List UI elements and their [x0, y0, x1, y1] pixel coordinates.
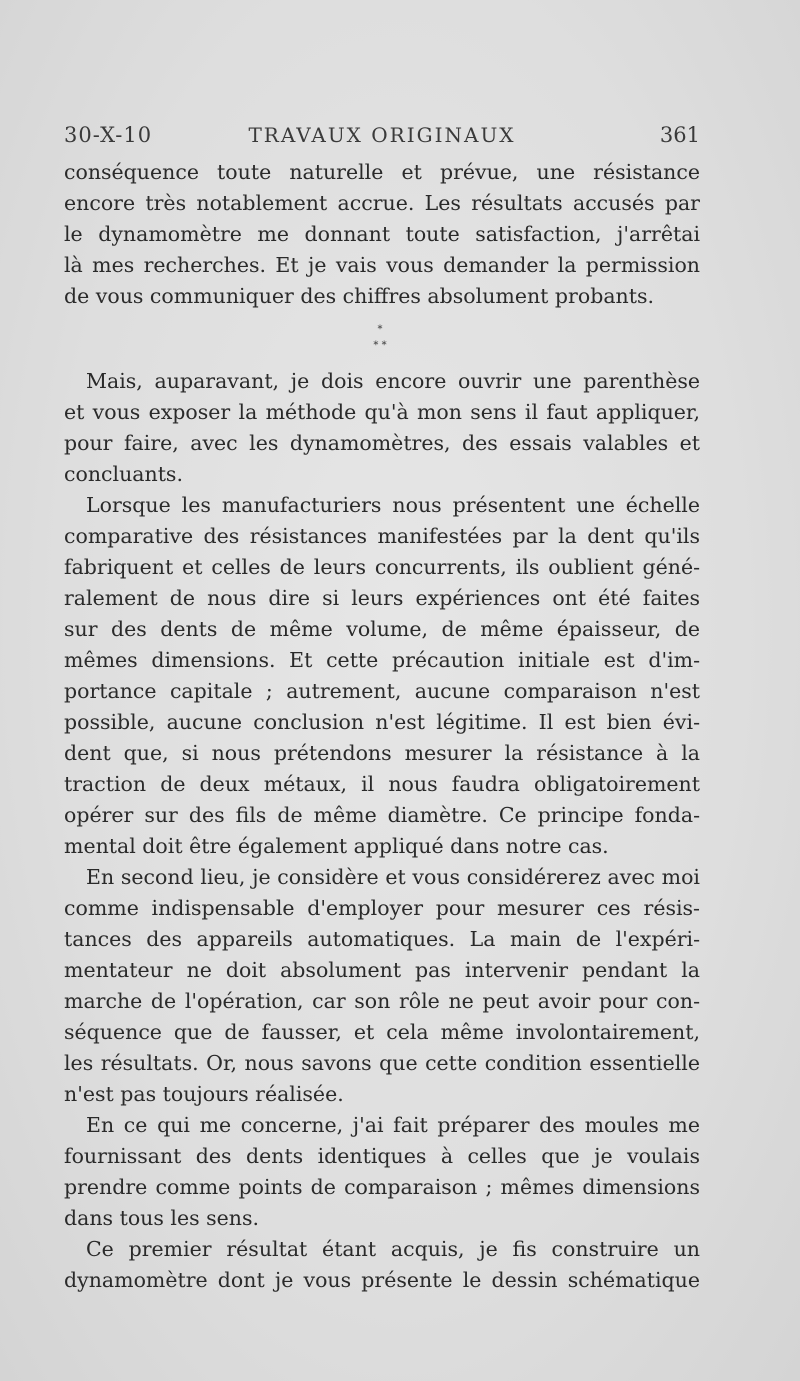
text-line: séquence que de fausser, et cela même involontairement, — [64, 1020, 700, 1044]
text-line: dent que, si nous prétendons mesurer la résistance à la — [64, 741, 700, 765]
text-line: comme indispensable d'employer pour mesurer ces résis- — [64, 896, 700, 920]
text-line: portance capitale ; autrement, aucune comparaison n'est — [64, 679, 700, 703]
text-line: encore très notablement accrue. Les résultats accusés par — [64, 191, 700, 215]
text-line: En second lieu, je considère et vous considérerez avec moi — [86, 865, 700, 889]
separator-star-top: * — [377, 324, 383, 335]
text-line: Lorsque les manufacturiers nous présentent une échelle — [86, 493, 700, 517]
text-line: et vous exposer la méthode qu'à mon sens il faut appliquer, — [64, 400, 700, 424]
text-line: concluants. — [64, 462, 183, 486]
text-line: pour faire, avec les dynamomètres, des essais valables et — [64, 431, 700, 455]
running-header — [64, 123, 700, 153]
text-line: dans tous les sens. — [64, 1206, 260, 1230]
separator-stars-bottom: * * — [373, 340, 387, 351]
text-line: là mes recherches. Et je vais vous demander la permission — [64, 253, 700, 277]
text-line: En ce qui me concerne, j'ai fait préparer des moules me — [86, 1113, 700, 1137]
text-line: ralement de nous dire si leurs expériences ont été faites — [64, 586, 700, 610]
text-line: prendre comme points de comparaison ; mêmes dimensions — [64, 1175, 700, 1199]
text-line: fournissant des dents identiques à celles que je voulais — [64, 1144, 700, 1168]
text-line: possible, aucune conclusion n'est légitime. Il est bien évi- — [64, 710, 700, 734]
text-line: mêmes dimensions. Et cette précaution initiale est d'im- — [64, 648, 700, 672]
text-line: le dynamomètre me donnant toute satisfaction, j'arrêtai — [64, 222, 700, 246]
text-line: conséquence toute naturelle et prévue, une résistance — [64, 160, 700, 184]
text-line: n'est pas toujours réalisée. — [64, 1082, 344, 1106]
text-line: opérer sur des fils de même diamètre. Ce principe fonda- — [64, 803, 700, 827]
text-line: dynamomètre dont je vous présente le dessin schématique — [64, 1268, 700, 1292]
page-number: 361 — [659, 123, 700, 147]
text-line: traction de deux métaux, il nous faudra obligatoirement — [64, 772, 700, 796]
text-line: marche de l'opération, car son rôle ne peut avoir pour con- — [64, 989, 700, 1013]
header-date: 30-X-10 — [64, 123, 153, 147]
text-line: fabriquent et celles de leurs concurrents, ils oublient géné- — [64, 555, 700, 579]
header-title: TRAVAUX ORIGINAUX — [248, 123, 516, 147]
text-line: comparative des résistances manifestées par la dent qu'ils — [64, 524, 700, 548]
text-line: Mais, auparavant, je dois encore ouvrir une parenthèse — [86, 369, 700, 393]
text-line: tances des appareils automatiques. La main de l'expéri- — [64, 927, 700, 951]
text-line: Ce premier résultat étant acquis, je fis construire un — [86, 1237, 700, 1261]
text-line: de vous communiquer des chiffres absolument probants. — [64, 284, 655, 308]
text-line: mentateur ne doit absolument pas intervenir pendant la — [64, 958, 700, 982]
text-line: mental doit être également appliqué dans notre cas. — [64, 834, 609, 858]
text-line: les résultats. Or, nous savons que cette condition essentielle — [64, 1051, 700, 1075]
text-line: sur des dents de même volume, de même épaisseur, de — [64, 617, 700, 641]
section-separator — [360, 322, 400, 354]
